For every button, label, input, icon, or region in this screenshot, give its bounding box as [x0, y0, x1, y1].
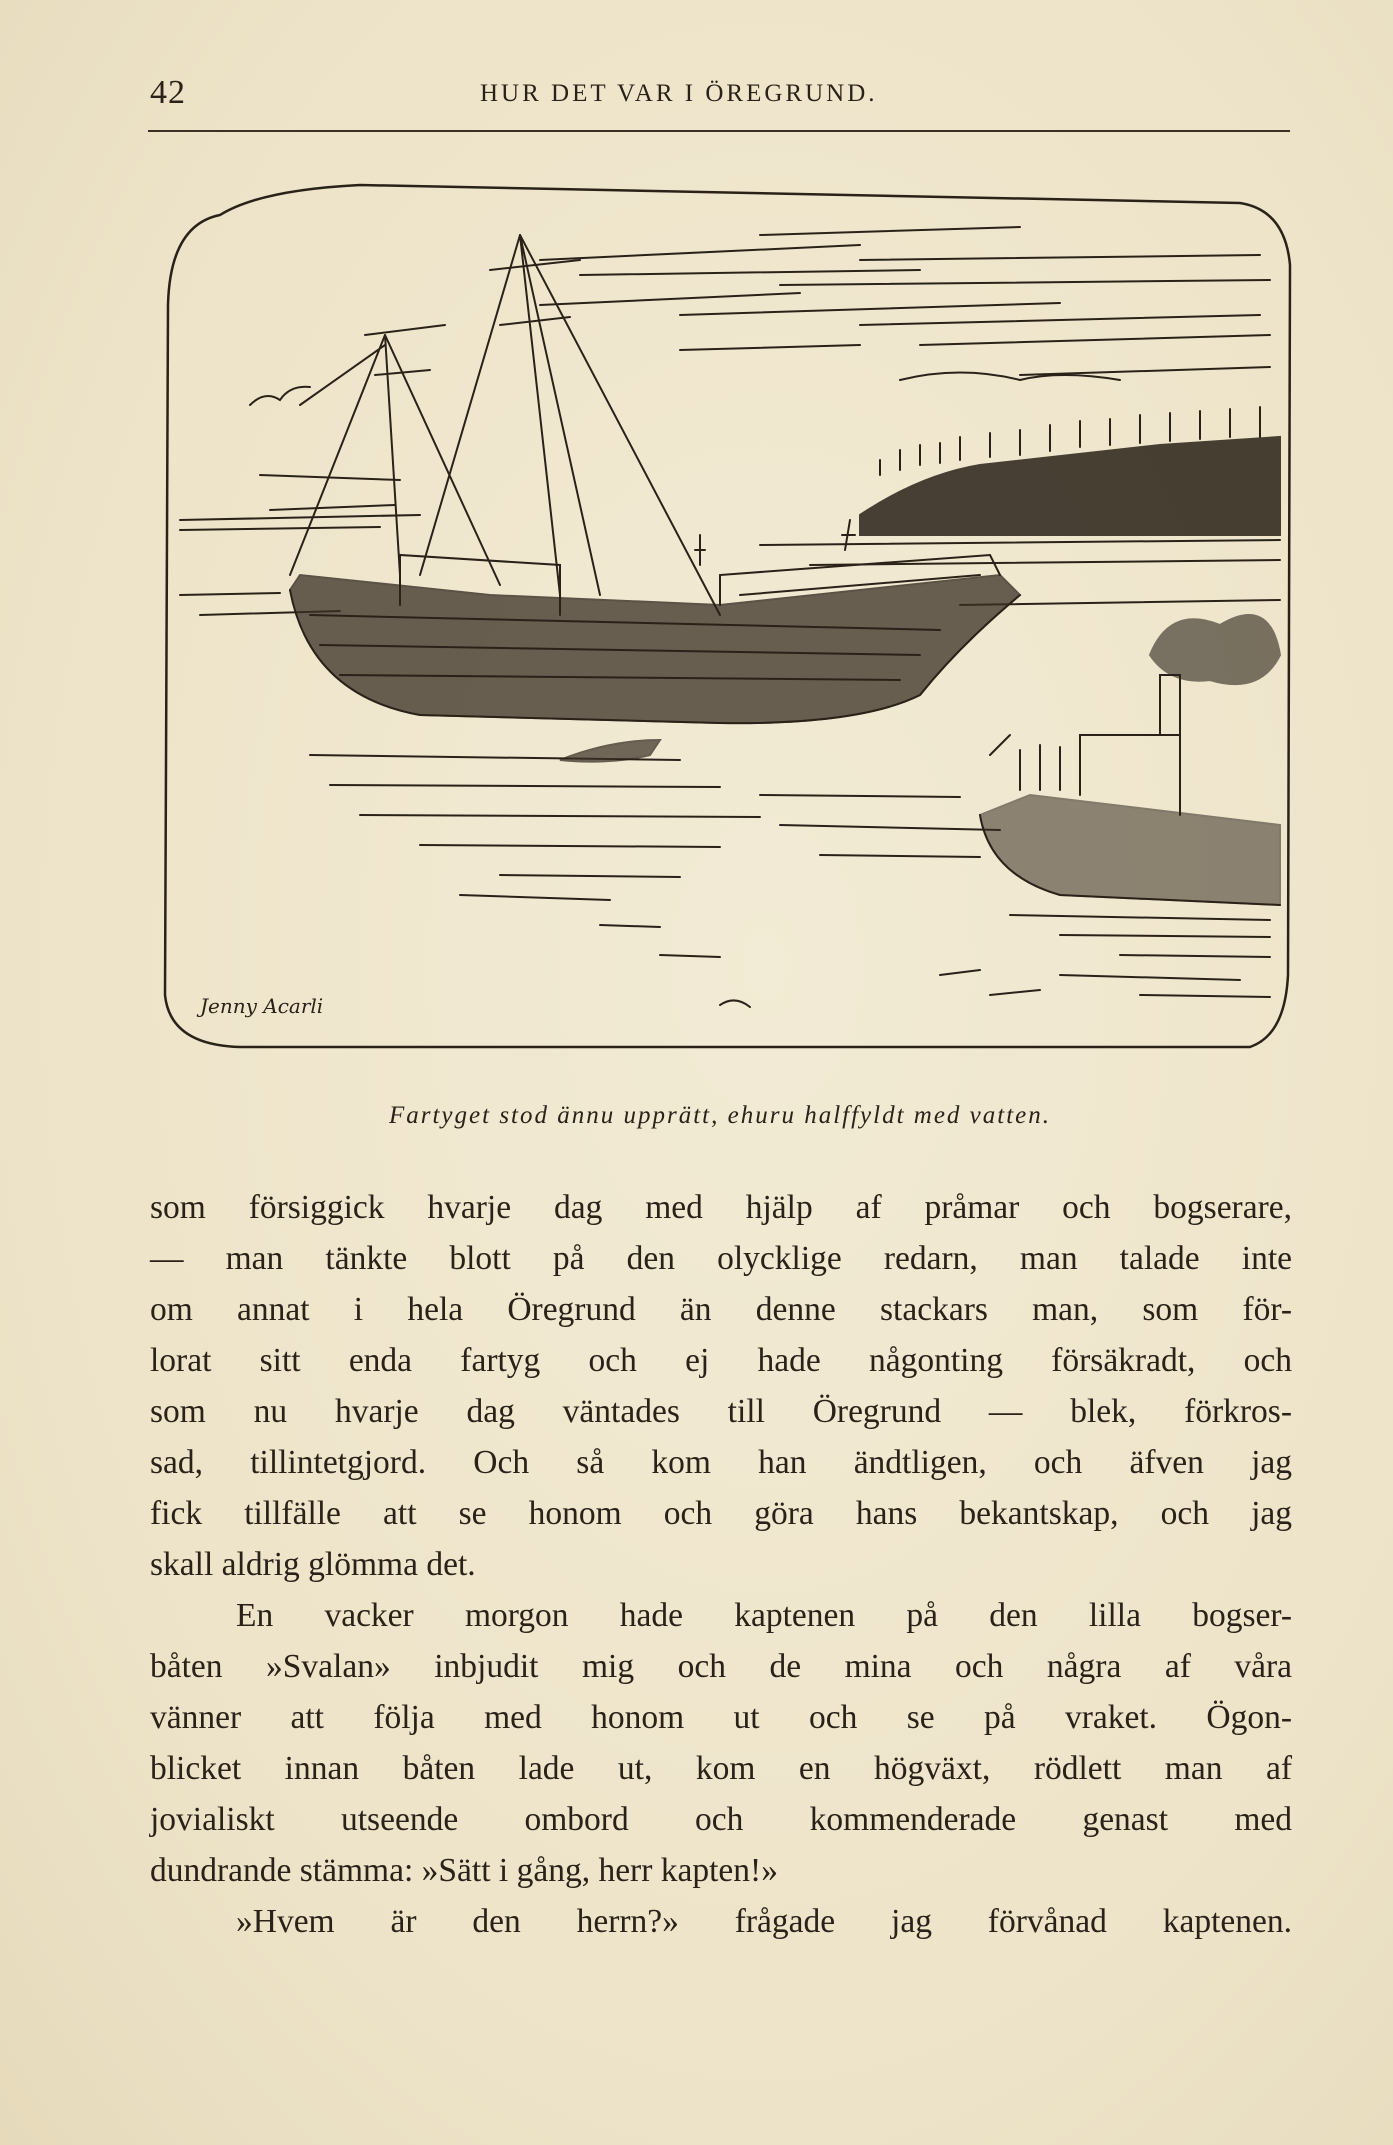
text-line: sad, tillintetgjord. Och så kom han ändtligen, och äfven jag	[150, 1444, 1292, 1481]
running-title: HUR DET VAR I ÖREGRUND.	[480, 80, 878, 107]
figure-caption: Fartyget stod ännu upprätt, ehuru halffyldt med vatten.	[388, 1102, 1051, 1129]
header-rule	[148, 130, 1290, 132]
artist-signature: Jenny Acarli	[200, 994, 324, 1018]
text-line: fick tillfälle att se honom och göra hans bekantskap, och jag	[150, 1495, 1292, 1532]
ship-illustration	[160, 175, 1295, 1055]
text-line: som nu hvarje dag väntades till Öregrund — blek, förkros-	[150, 1393, 1292, 1430]
text-line: jovialiskt utseende ombord och kommenderade genast med	[150, 1801, 1292, 1838]
text-line: dundrande stämma: »Sätt i gång, herr kapten!»	[150, 1852, 778, 1889]
text-line: lorat sitt enda fartyg och ej hade någonting försäkradt, och	[150, 1342, 1292, 1379]
text-line: vänner att följa med honom ut och se på vraket. Ögon-	[150, 1699, 1292, 1736]
body-text	[150, 1182, 1292, 1947]
text-line: om annat i hela Öregrund än denne stackars man, som för-	[150, 1291, 1292, 1328]
text-line: blicket innan båten lade ut, kom en högväxt, rödlett man af	[150, 1750, 1292, 1787]
text-line: — man tänkte blott på den olycklige redarn, man talade inte	[150, 1240, 1292, 1277]
text-line: som försiggick hvarje dag med hjälp af pråmar och bogserare,	[150, 1189, 1292, 1226]
text-line: En vacker morgon hade kaptenen på den lilla bogser-	[236, 1597, 1292, 1634]
page-number: 42	[150, 74, 186, 111]
text-line: båten »Svalan» inbjudit mig och de mina och några af våra	[150, 1648, 1292, 1685]
text-line: »Hvem är den herrn?» frågade jag förvånad kaptenen.	[236, 1903, 1292, 1940]
text-line: skall aldrig glömma det.	[150, 1546, 476, 1583]
